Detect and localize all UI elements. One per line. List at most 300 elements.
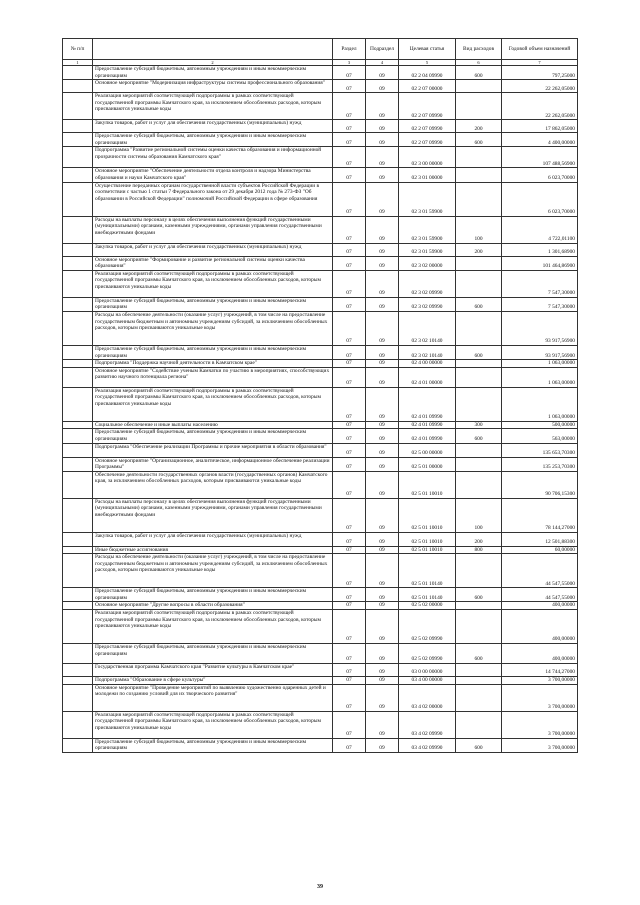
row-amount-cell: 1 063,00000 [502,360,578,368]
row-number-cell [63,738,93,752]
table-row [63,457,578,471]
row-subsection-cell: 09 [366,421,399,429]
row-number-cell [63,120,93,133]
row-name-cell: Предоставление субсидий бюджетным, автономным учреждениям и иным некоммерческим организациям [93,644,333,664]
row-number-cell [63,602,93,610]
row-number-cell [63,421,93,429]
row-target-cell: 02 5 01 10010 [399,546,456,554]
table-row [63,367,578,387]
row-subsection-cell: 09 [366,429,399,443]
column-number: 5 [399,60,456,66]
row-amount-cell: 107 488,56900 [502,147,578,168]
row-name-cell: Социальное обеспечение и иные выплаты населению [93,421,333,429]
row-target-cell: 02 4 01 00000 [399,367,456,387]
row-number-cell [63,182,93,216]
row-name-cell: Основное мероприятие "Модернизация инфраструктуры системы профессионального образования" [93,80,333,93]
row-name-cell: Расходы на обеспечение деятельности (оказание услуг) учреждений, в том числе на предоставление государственным бюджетным и автономным учреждениям субсидий, за исключением обособленных расходов, которым присваиваются уникальные коды [93,311,333,345]
table-row [63,182,578,216]
row-name-cell: Закупка товаров, работ и услуг для обеспечения государственных (муниципальных) нужд [93,120,333,133]
row-section-cell: 07 [333,256,366,270]
row-expense-type-cell [456,168,502,182]
row-expense-type-cell [456,457,502,471]
table-row [63,243,578,256]
row-subsection-cell: 09 [366,387,399,421]
row-target-cell: 02 2 07 09990 [399,133,456,147]
column-number: 2 [93,60,333,66]
row-section-cell: 07 [333,216,366,243]
row-expense-type-cell: 100 [456,216,502,243]
table-row [63,471,578,498]
table-row [63,443,578,457]
row-amount-cell: 12 501,88300 [502,532,578,546]
row-section-cell: 07 [333,443,366,457]
row-section-cell: 07 [333,677,366,685]
table-row [63,297,578,311]
row-subsection-cell: 09 [366,664,399,677]
row-expense-type-cell [456,677,502,685]
row-subsection-cell: 09 [366,311,399,345]
row-target-cell: 03 4 02 09990 [399,711,456,738]
row-section-cell: 07 [333,311,366,345]
row-subsection-cell: 09 [366,297,399,311]
table-row [63,532,578,546]
table-row [63,216,578,243]
row-name-cell: Предоставление субсидий бюджетным, автономным учреждениям и иным некоммерческим организациям [93,66,333,80]
table-row [63,677,578,685]
row-target-cell: 02 5 00 00000 [399,443,456,457]
row-name-cell: Основное мероприятие "Содействие ученым Камчатки по участию в мероприятиях, способствующих развитию научного потенциала региона" [93,367,333,387]
row-target-cell: 02 3 01 59900 [399,216,456,243]
row-target-cell: 02 3 02 09990 [399,270,456,297]
row-target-cell: 03 4 02 00000 [399,684,456,711]
row-subsection-cell: 09 [366,610,399,644]
row-amount-cell: 6 023,70000 [502,168,578,182]
row-section-cell: 07 [333,532,366,546]
row-expense-type-cell: 200 [456,120,502,133]
row-name-cell: Расходы на выплаты персоналу в целях обеспечения выполнения функций государственными (муниципальными) органами, казенными учреждениями, органами управления государственными внебюджетными фондами [93,216,333,243]
row-section-cell: 07 [333,93,366,120]
row-amount-cell: 22 262,05000 [502,93,578,120]
row-amount-cell: 563,00000 [502,429,578,443]
table-row [63,588,578,602]
row-name-cell: Расходы на обеспечение деятельности (оказание услуг) учреждений, в том числе на предоставление государственным бюджетным и автономным учреждениям субсидий, за исключением обособленных расходов, которым присваиваются уникальные коды [93,554,333,588]
table-row [63,554,578,588]
row-amount-cell: 90 706,15300 [502,471,578,498]
row-section-cell: 07 [333,738,366,752]
row-subsection-cell: 09 [366,168,399,182]
row-target-cell: 02 5 02 09990 [399,644,456,664]
row-name-cell: Подпрограмма "Образование в сфере культуры" [93,677,333,685]
row-amount-cell: 400,00000 [502,610,578,644]
row-number-cell [63,133,93,147]
row-section-cell: 07 [333,588,366,602]
row-expense-type-cell: 600 [456,588,502,602]
row-target-cell: 02 4 01 09990 [399,387,456,421]
row-amount-cell: 7 547,30000 [502,297,578,311]
column-number: 4 [366,60,399,66]
table-row [63,546,578,554]
row-name-cell: Предоставление субсидий бюджетным, автономным учреждениям и иным некоммерческим организациям [93,345,333,359]
row-name-cell: Государственная программа Камчатского края "Развитие культуры в Камчатском крае" [93,664,333,677]
row-expense-type-cell [456,684,502,711]
row-subsection-cell: 09 [366,243,399,256]
row-expense-type-cell [456,147,502,168]
row-amount-cell: 78 144,27000 [502,498,578,532]
header-subsection: Подраздел [366,39,399,60]
row-expense-type-cell [456,554,502,588]
row-section-cell: 07 [333,270,366,297]
row-expense-type-cell [456,711,502,738]
row-number-cell [63,443,93,457]
row-target-cell: 02 3 00 00000 [399,147,456,168]
budget-table [62,38,578,753]
row-amount-cell: 4 400,00000 [502,133,578,147]
row-expense-type-cell [456,360,502,368]
row-number-cell [63,457,93,471]
row-section-cell: 07 [333,168,366,182]
row-amount-cell: 400,00000 [502,644,578,664]
row-number-cell [63,387,93,421]
row-section-cell: 07 [333,387,366,421]
row-amount-cell: 3 700,00000 [502,711,578,738]
row-name-cell: Осуществление переданных органам государственной власти субъектов Российской Федерации в соответствии с частью 1 статьи 7 Федерального закона от 29 декабря 2012 года № 273-ФЗ "Об образовании в Российской Федерации" полномочий Российской Федерации в сфере образования [93,182,333,216]
row-number-cell [63,554,93,588]
row-name-cell: Предоставление субсидий бюджетным, автономным учреждениям и иным некоммерческим организациям [93,297,333,311]
row-subsection-cell: 09 [366,360,399,368]
row-amount-cell: 3 700,00000 [502,738,578,752]
row-amount-cell: 1 063,00000 [502,367,578,387]
row-number-cell [63,664,93,677]
row-section-cell: 07 [333,297,366,311]
table-row [63,360,578,368]
row-target-cell: 02 5 01 10010 [399,532,456,546]
row-name-cell: Реализация мероприятий соответствующей подпрограммы в рамках соответствующей государственной программы Камчатского края, за исключением обособленных расходов, которым присваиваются уникальные коды [93,270,333,297]
row-section-cell: 07 [333,684,366,711]
row-expense-type-cell [456,471,502,498]
row-name-cell: Обеспечение деятельности государственных органов власти (государственных органов) Камчатского края, за исключением обособленных расходов, которым присваиваются уникальные коды [93,471,333,498]
row-target-cell: 03 4 02 09990 [399,738,456,752]
row-amount-cell: 1 063,00000 [502,387,578,421]
table-row [63,93,578,120]
row-target-cell: 02 5 01 00000 [399,457,456,471]
table-row [63,168,578,182]
row-name-cell: Основное мероприятие "Формирование и развитие региональной системы оценки качества образования" [93,256,333,270]
row-section-cell: 07 [333,554,366,588]
table-row [63,387,578,421]
row-subsection-cell: 09 [366,711,399,738]
row-target-cell: 02 3 02 00000 [399,256,456,270]
row-name-cell: Реализация мероприятий соответствующей подпрограммы в рамках соответствующей государственной программы Камчатского края, за исключением обособленных расходов, которым присваиваются уникальные коды [93,387,333,421]
row-number-cell [63,429,93,443]
row-subsection-cell: 09 [366,443,399,457]
table-row [63,270,578,297]
row-target-cell: 02 4 01 09990 [399,421,456,429]
table-row [63,421,578,429]
row-number-cell [63,367,93,387]
row-number-cell [63,532,93,546]
budget-table-sheet [62,38,577,753]
row-amount-cell: 60,00000 [502,546,578,554]
row-amount-cell: 3 700,00000 [502,684,578,711]
row-target-cell: 02 4 01 09990 [399,429,456,443]
row-section-cell: 07 [333,471,366,498]
header-amount: Годовой объем назначений [502,39,578,60]
row-amount-cell: 101 464,86900 [502,256,578,270]
row-section-cell: 07 [333,711,366,738]
row-section-cell: 07 [333,243,366,256]
row-expense-type-cell: 200 [456,532,502,546]
row-name-cell: Подпрограмма "Поддержка научной деятельности в Камчатском крае" [93,360,333,368]
row-name-cell: Предоставление субсидий бюджетным, автономным учреждениям и иным некоммерческим организациям [93,588,333,602]
row-target-cell: 02 2 07 09990 [399,93,456,120]
row-subsection-cell: 09 [366,93,399,120]
row-expense-type-cell: 600 [456,345,502,359]
header-target: Целевая статья [399,39,456,60]
row-name-cell: Основное мероприятие "Обеспечение деятельности отдела контроля и надзора Министерства образования и науки Камчатского края" [93,168,333,182]
row-amount-cell: 135 653,70300 [502,443,578,457]
row-number-cell [63,256,93,270]
row-expense-type-cell: 600 [456,297,502,311]
row-expense-type-cell: 300 [456,421,502,429]
row-expense-type-cell [456,270,502,297]
row-number-cell [63,610,93,644]
row-expense-type-cell: 800 [456,546,502,554]
row-subsection-cell: 09 [366,554,399,588]
row-section-cell: 07 [333,360,366,368]
table-body [63,66,578,753]
row-expense-type-cell [456,443,502,457]
table-row [63,711,578,738]
table-row [63,66,578,80]
row-number-cell [63,168,93,182]
row-number-cell [63,216,93,243]
table-row [63,345,578,359]
row-expense-type-cell [456,256,502,270]
row-name-cell: Реализация мероприятий соответствующей подпрограммы в рамках соответствующей государственной программы Камчатского края, за исключением обособленных расходов, которым присваиваются уникальные коды [93,711,333,738]
table-row [63,133,578,147]
row-target-cell: 02 3 02 10140 [399,345,456,359]
row-section-cell: 07 [333,546,366,554]
row-subsection-cell: 09 [366,182,399,216]
row-section-cell: 07 [333,345,366,359]
header-expense-type: Вид расходов [456,39,502,60]
row-number-cell [63,270,93,297]
header-section: Раздел [333,39,366,60]
row-subsection-cell: 09 [366,80,399,93]
row-amount-cell: 14 744,27000 [502,664,578,677]
row-number-cell [63,677,93,685]
row-subsection-cell: 09 [366,147,399,168]
row-number-cell [63,498,93,532]
row-number-cell [63,345,93,359]
row-subsection-cell: 09 [366,644,399,664]
row-target-cell: 02 2 04 09990 [399,66,456,80]
row-section-cell: 07 [333,80,366,93]
row-name-cell: Предоставление субсидий бюджетным, автономным учреждениям и иным некоммерческим организациям [93,133,333,147]
row-subsection-cell: 09 [366,133,399,147]
row-number-cell [63,147,93,168]
row-expense-type-cell [456,602,502,610]
row-amount-cell: 135 253,70300 [502,457,578,471]
row-target-cell: 02 3 01 59900 [399,243,456,256]
row-expense-type-cell [456,182,502,216]
row-section-cell: 07 [333,664,366,677]
row-expense-type-cell [456,93,502,120]
row-section-cell: 07 [333,498,366,532]
row-section-cell: 07 [333,120,366,133]
row-number-cell [63,93,93,120]
row-amount-cell: 93 917,56900 [502,345,578,359]
row-target-cell: 02 3 01 59900 [399,182,456,216]
header-row [63,39,578,60]
row-subsection-cell: 09 [366,345,399,359]
row-number-cell [63,360,93,368]
table-row [63,644,578,664]
row-name-cell: Основное мероприятие "Проведение мероприятий по выявлению художественно одаренных детей и молодежи по созданию условий для их творческого развития" [93,684,333,711]
row-target-cell: 02 4 00 00000 [399,360,456,368]
row-amount-cell: 4 722,01100 [502,216,578,243]
row-subsection-cell: 09 [366,602,399,610]
row-name-cell: Подпрограмма "Обеспечение реализации Программы и прочие мероприятия в области образования" [93,443,333,457]
row-expense-type-cell [456,664,502,677]
row-name-cell: Предоставление субсидий бюджетным, автономным учреждениям и иным некоммерческим организациям [93,429,333,443]
row-name-cell: Закупка товаров, работ и услуг для обеспечения государственных (муниципальных) нужд [93,243,333,256]
row-number-cell [63,243,93,256]
row-subsection-cell: 09 [366,588,399,602]
row-name-cell: Закупка товаров, работ и услуг для обеспечения государственных (муниципальных) нужд [93,532,333,546]
row-number-cell [63,311,93,345]
row-number-cell [63,66,93,80]
row-subsection-cell: 09 [366,546,399,554]
row-target-cell: 03 4 00 00000 [399,677,456,685]
row-number-cell [63,297,93,311]
row-number-cell [63,684,93,711]
row-subsection-cell: 09 [366,270,399,297]
row-amount-cell: 7 547,30000 [502,270,578,297]
row-section-cell: 07 [333,147,366,168]
header-name [93,39,333,60]
table-row [63,684,578,711]
row-subsection-cell: 09 [366,532,399,546]
row-subsection-cell: 09 [366,216,399,243]
row-subsection-cell: 09 [366,256,399,270]
row-subsection-cell: 09 [366,738,399,752]
row-target-cell: 02 5 02 09990 [399,610,456,644]
row-amount-cell: 3 700,00000 [502,677,578,685]
row-expense-type-cell: 600 [456,133,502,147]
table-row [63,602,578,610]
row-target-cell: 02 3 01 00000 [399,168,456,182]
table-row [63,738,578,752]
row-target-cell: 02 5 01 10010 [399,498,456,532]
row-section-cell: 07 [333,602,366,610]
column-number: 7 [502,60,578,66]
row-section-cell: 07 [333,66,366,80]
row-number-cell [63,546,93,554]
row-section-cell: 07 [333,610,366,644]
row-expense-type-cell [456,311,502,345]
row-section-cell: 07 [333,421,366,429]
row-amount-cell: 22 262,05000 [502,80,578,93]
row-section-cell: 07 [333,133,366,147]
row-expense-type-cell: 600 [456,66,502,80]
row-amount-cell: 1 301,68900 [502,243,578,256]
table-row [63,429,578,443]
row-expense-type-cell: 600 [456,644,502,664]
row-subsection-cell: 09 [366,677,399,685]
row-number-cell [63,644,93,664]
row-target-cell: 02 5 02 00000 [399,602,456,610]
row-amount-cell: 44 547,55000 [502,588,578,602]
column-number: 1 [63,60,93,66]
row-expense-type-cell: 600 [456,429,502,443]
row-expense-type-cell: 200 [456,243,502,256]
row-section-cell: 07 [333,644,366,664]
row-section-cell: 07 [333,367,366,387]
table-row [63,80,578,93]
row-number-cell [63,711,93,738]
row-section-cell: 07 [333,182,366,216]
row-name-cell: Иные бюджетные ассигнования [93,546,333,554]
table-row [63,664,578,677]
row-subsection-cell: 09 [366,471,399,498]
row-target-cell: 02 3 02 10140 [399,311,456,345]
row-expense-type-cell [456,367,502,387]
row-subsection-cell: 09 [366,457,399,471]
row-number-cell [63,471,93,498]
header-number: № п/п [63,39,93,60]
row-name-cell: Реализация мероприятий соответствующей подпрограммы в рамках соответствующей государственной программы Камчатского края, за исключением обособленных расходов, которым присваиваются уникальные коды [93,610,333,644]
row-section-cell: 07 [333,429,366,443]
row-section-cell: 07 [333,457,366,471]
row-name-cell: Основное мероприятие "Организационное, аналитическое, информационное обеспечение реализации Программы" [93,457,333,471]
row-target-cell: 02 3 02 09990 [399,297,456,311]
row-expense-type-cell [456,610,502,644]
row-amount-cell: 93 917,56900 [502,311,578,345]
row-target-cell: 02 5 01 10140 [399,554,456,588]
column-number: 6 [456,60,502,66]
row-amount-cell: 400,00000 [502,602,578,610]
row-target-cell: 02 5 01 10010 [399,471,456,498]
row-subsection-cell: 09 [366,66,399,80]
table-row [63,498,578,532]
row-name-cell: Подпрограмма "Развитие региональной системы оценки качества образования и информационной прозрачности системы образования Камчатского края" [93,147,333,168]
row-expense-type-cell [456,80,502,93]
table-row [63,120,578,133]
row-expense-type-cell: 100 [456,498,502,532]
table-row [63,147,578,168]
row-name-cell: Предоставление субсидий бюджетным, автономным учреждениям и иным некоммерческим организациям [93,738,333,752]
table-row [63,311,578,345]
row-target-cell: 02 5 01 10140 [399,588,456,602]
column-number: 3 [333,60,366,66]
row-target-cell: 03 0 00 00000 [399,664,456,677]
row-target-cell: 02 2 07 00000 [399,80,456,93]
row-amount-cell: 500,00000 [502,421,578,429]
page-number: 39 [317,884,323,890]
row-subsection-cell: 09 [366,120,399,133]
row-expense-type-cell: 600 [456,738,502,752]
row-amount-cell: 17 862,05000 [502,120,578,133]
row-expense-type-cell [456,387,502,421]
table-row [63,256,578,270]
row-subsection-cell: 09 [366,367,399,387]
row-name-cell: Расходы на выплаты персоналу в целях обеспечения выполнения функций государственными (муниципальными) органами, казенными учреждениями, органами управления государственными внебюджетными фондами [93,498,333,532]
table-row [63,610,578,644]
row-number-cell [63,588,93,602]
row-amount-cell: 6 023,70000 [502,182,578,216]
row-number-cell [63,80,93,93]
